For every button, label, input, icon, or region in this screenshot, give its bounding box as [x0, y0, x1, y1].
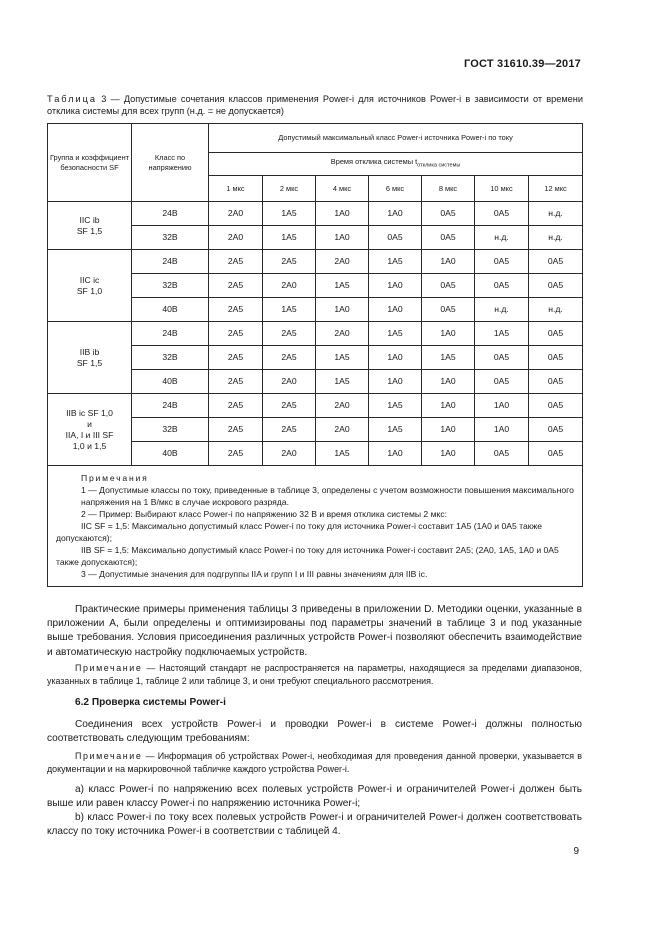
- current-class-cell: 2A5: [209, 274, 263, 298]
- current-class-cell: 1A0: [422, 394, 475, 418]
- current-class-cell: 2A5: [209, 298, 263, 322]
- note-text: — Информация об устройствах Power-i, необходимая для проведения данной проверки, указывается в документации и на маркировочной табличке каждого устройства Power-i.: [47, 751, 582, 774]
- current-class-cell: 2A0: [209, 226, 263, 250]
- current-class-cell: 1A5: [369, 394, 422, 418]
- group-label-line: IIB ib: [79, 346, 100, 357]
- note-label: Примечание: [75, 663, 143, 673]
- current-class-cell: 1A0: [369, 442, 422, 466]
- current-class-cell: 0A5: [475, 370, 529, 394]
- current-class-cell: 1A0: [422, 322, 475, 346]
- current-class-cell: 0A5: [422, 274, 475, 298]
- current-class-cell: 0A5: [529, 442, 583, 466]
- list-item-b: b) класс Power-i по току всех полевых устройств Power-i и ограничителей Power-i должен соответствовать классу по току источника Power-i в соответствии с таблицей 4.: [47, 812, 582, 838]
- current-class-cell: 2A0: [316, 394, 369, 418]
- current-class-cell: 2A5: [209, 442, 263, 466]
- voltage-class-cell: 32В: [132, 226, 209, 250]
- current-class-cell: 1A5: [316, 346, 369, 370]
- voltage-class-cell: 24В: [132, 322, 209, 346]
- current-class-cell: 2A0: [263, 274, 316, 298]
- list-item-a: a) класс Power-i по напряжению всех полевых устройств Power-i и ограничителей Power-i должен быть выше или равен классу Power-i по напряжению источника Power-i;: [47, 784, 582, 810]
- current-class-cell: 2A5: [263, 394, 316, 418]
- group-label-line: IIB ic SF 1,0: [66, 407, 113, 418]
- current-class-cell: 2A5: [263, 418, 316, 442]
- voltage-class-cell: 40В: [132, 442, 209, 466]
- current-class-cell: 1A5: [263, 202, 316, 226]
- current-class-cell: 0A5: [475, 202, 529, 226]
- note-2b: IIB SF = 1,5: Максимально допустимый класс Power-i по току для источника Power-i составит 2A5; (2A0, 1A5, 1A0 и 0A5 также допускаются);: [56, 545, 559, 567]
- current-class-cell: 0A5: [475, 346, 529, 370]
- response-time-label: Время отклика системы t: [330, 157, 418, 167]
- current-class-cell: 2A5: [209, 394, 263, 418]
- header-current-class: Допустимый максимальный класс Power-i источника Power-i по току: [209, 124, 583, 153]
- voltage-class-cell: 40В: [132, 370, 209, 394]
- current-class-cell: 2A0: [209, 202, 263, 226]
- voltage-class-cell: 40В: [132, 298, 209, 322]
- voltage-class-cell: 32В: [132, 346, 209, 370]
- current-class-cell: 1A0: [475, 418, 529, 442]
- note-2: 2 — Пример: Выбирают класс Power-i по напряжению 32 В и время отклика системы 2 мкс:: [81, 509, 448, 519]
- current-class-cell: 1A5: [263, 226, 316, 250]
- notes-row: [48, 466, 583, 587]
- group-label-line: IIC ic: [79, 274, 100, 285]
- current-class-cell: 1A5: [369, 250, 422, 274]
- note-text: — Настоящий стандарт не распространяется на параметры, находящиеся за пределами диапазонов, указанных в таблице 1, таблице 2 или таблице 3, и они требуют специального рассмотрения.: [47, 663, 582, 686]
- voltage-class-cell: 24В: [132, 250, 209, 274]
- header-voltage-class: Класс по напряжению: [132, 124, 209, 202]
- current-class-cell: 0A5: [422, 298, 475, 322]
- table-row: [48, 394, 583, 418]
- current-class-cell: 1A5: [475, 322, 529, 346]
- header-time-3: 4 мкс: [316, 176, 369, 202]
- current-class-cell: 1A0: [369, 370, 422, 394]
- group-label-line: и: [87, 418, 92, 429]
- header-time-1: 1 мкс: [209, 176, 263, 202]
- note-3: 3 — Допустимые значения для подгруппы IIA и групп I и III равны значениям для IIB ic.: [81, 569, 428, 579]
- note-device-info: [47, 750, 582, 776]
- voltage-class-cell: 32В: [132, 274, 209, 298]
- table-caption: [47, 93, 583, 117]
- current-class-cell: 0A5: [369, 226, 422, 250]
- group-label: [48, 202, 132, 250]
- current-class-cell: н.д.: [475, 298, 529, 322]
- header-response-time: [209, 153, 583, 176]
- header-time-2: 2 мкс: [263, 176, 316, 202]
- voltage-class-cell: 24В: [132, 394, 209, 418]
- current-class-cell: 2A5: [209, 322, 263, 346]
- notes-title: Примечания: [81, 473, 149, 483]
- paragraph-connections: Соединения всех устройств Power-i и проводки Power-i в системе Power-i должны полностью соответствовать следующим требованиям:: [47, 719, 582, 745]
- current-class-cell: 2A0: [263, 442, 316, 466]
- note-scope: [47, 662, 582, 688]
- caption-text: 3 — Допустимые сочетания классов применения Power-i для источников Power-i в зависимости от времени отклика системы для всех групп (н.д. = не допускается): [47, 94, 583, 116]
- note-2a: IIC SF = 1,5: Максимально допустимый класс Power-i по току для источника Power-i составит 1A5 (1A0 и 0A5 также допускаются);: [56, 521, 543, 543]
- current-class-cell: 0A5: [529, 346, 583, 370]
- current-class-cell: 1A0: [316, 298, 369, 322]
- response-time-subscript: отклика системы: [417, 162, 461, 169]
- current-class-cell: 0A5: [529, 418, 583, 442]
- voltage-class-cell: 32В: [132, 418, 209, 442]
- current-class-cell: н.д.: [529, 298, 583, 322]
- current-class-cell: н.д.: [475, 226, 529, 250]
- group-label-line: SF 1,5: [76, 357, 103, 368]
- current-class-cell: 1A5: [369, 322, 422, 346]
- current-class-cell: 1A5: [316, 274, 369, 298]
- current-class-cell: 1A0: [369, 298, 422, 322]
- table-row: [48, 250, 583, 274]
- group-label-line: IIC ib: [79, 214, 100, 225]
- current-class-cell: 0A5: [529, 250, 583, 274]
- current-class-cell: 0A5: [422, 202, 475, 226]
- current-class-cell: н.д.: [529, 202, 583, 226]
- current-class-cell: 1A0: [422, 442, 475, 466]
- group-label-line: IIA, I и III SF: [65, 429, 114, 440]
- current-class-cell: 0A5: [529, 370, 583, 394]
- current-class-cell: 1A5: [316, 442, 369, 466]
- current-class-cell: 0A5: [529, 322, 583, 346]
- header-time-7: 12 мкс: [529, 176, 583, 202]
- current-class-cell: 0A5: [475, 442, 529, 466]
- group-label: [48, 322, 132, 394]
- current-class-cell: 2A5: [209, 346, 263, 370]
- paragraph-practical-examples: Практические примеры применения таблицы 3 приведены в приложении D. Методики оценки, указанные в приложении A, были определены и оптимизированы под параметры значений в таблице 3 и под указанные выше требования. Условия присоединения различных устройств Power-i позволяют обеспечить взаимодействие и автоматическую настройку подключаемых устройств.: [47, 604, 582, 658]
- current-class-cell: 1A5: [422, 346, 475, 370]
- section-title: 6.2 Проверка системы Power-i: [75, 697, 226, 708]
- header-group: Группа и коэффициент безопасности SF: [48, 124, 132, 202]
- current-class-cell: 0A5: [475, 274, 529, 298]
- note-1: 1 — Допустимые классы по току, приведенные в таблице 3, определены с учетом возможности повышения максимального напряжения на 1 В/мкс в случае искрового разряда.: [81, 485, 574, 507]
- current-class-cell: 0A5: [529, 274, 583, 298]
- table-row: [48, 322, 583, 346]
- header-time-6: 10 мкс: [475, 176, 529, 202]
- table-row: [48, 202, 583, 226]
- current-class-cell: 1A0: [369, 202, 422, 226]
- page-number: 9: [573, 846, 579, 857]
- voltage-class-cell: 24В: [132, 202, 209, 226]
- group-label: [48, 250, 132, 322]
- current-class-cell: 2A0: [316, 250, 369, 274]
- note-label: Примечание: [75, 751, 143, 761]
- group-label-line: SF 1,0: [76, 285, 103, 296]
- power-i-table: [47, 123, 583, 587]
- current-class-cell: 2A0: [316, 322, 369, 346]
- current-class-cell: 2A5: [209, 250, 263, 274]
- current-class-cell: 1A0: [369, 274, 422, 298]
- group-label: [48, 394, 132, 466]
- current-class-cell: 1A0: [369, 346, 422, 370]
- current-class-cell: 1A0: [422, 250, 475, 274]
- current-class-cell: 1A5: [369, 418, 422, 442]
- document-code: ГОСТ 31610.39—2017: [463, 58, 581, 70]
- current-class-cell: 2A0: [316, 418, 369, 442]
- table-notes: [48, 466, 583, 587]
- current-class-cell: 2A5: [263, 322, 316, 346]
- current-class-cell: 0A5: [422, 226, 475, 250]
- current-class-cell: 1A0: [422, 370, 475, 394]
- caption-label: Таблица: [47, 94, 98, 104]
- current-class-cell: 1A5: [316, 370, 369, 394]
- current-class-cell: 2A5: [209, 418, 263, 442]
- current-class-cell: 0A5: [475, 250, 529, 274]
- current-class-cell: 1A0: [316, 226, 369, 250]
- current-class-cell: 2A5: [263, 250, 316, 274]
- group-label-line: 1,0 и 1,5: [72, 440, 107, 451]
- current-class-cell: 1A0: [316, 202, 369, 226]
- current-class-cell: 2A5: [209, 370, 263, 394]
- current-class-cell: 0A5: [529, 394, 583, 418]
- group-label-line: SF 1,5: [76, 225, 103, 236]
- current-class-cell: 2A5: [263, 346, 316, 370]
- header-time-4: 6 мкс: [369, 176, 422, 202]
- header-time-5: 8 мкс: [422, 176, 475, 202]
- current-class-cell: 1A0: [475, 394, 529, 418]
- current-class-cell: 1A5: [263, 298, 316, 322]
- current-class-cell: 1A0: [422, 418, 475, 442]
- current-class-cell: н.д.: [529, 226, 583, 250]
- current-class-cell: 2A0: [263, 370, 316, 394]
